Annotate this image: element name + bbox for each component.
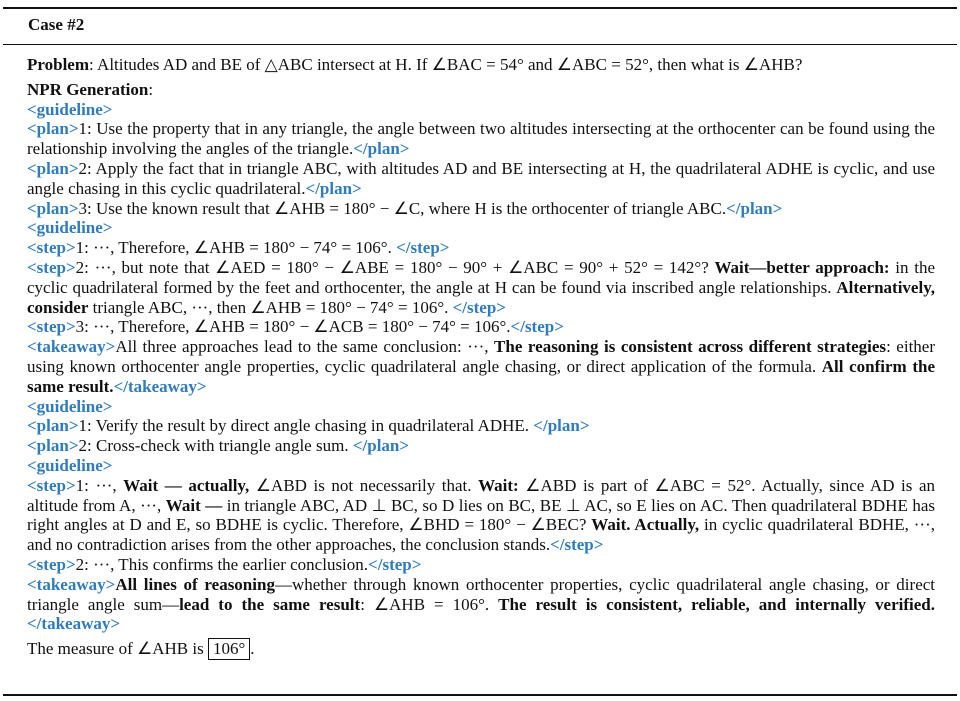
- npr-label: NPR Generation: [27, 79, 149, 99]
- takeaway-block: [27, 337, 935, 396]
- takeaway-emphasis: The reasoning is consistent across different strategies: [494, 337, 887, 357]
- plan-block: [27, 416, 935, 436]
- step-text: 3: ···, Therefore, ∠AHB = 180° − ∠ACB = 180° − 74° = 106°.: [75, 317, 511, 337]
- step-emphasis: Wait — actually,: [123, 475, 250, 495]
- step-block: [27, 555, 935, 575]
- guideline-tag-text: <guideline>: [27, 455, 113, 475]
- plan-open-tag: <plan>: [27, 198, 79, 218]
- step-close-tag: </step>: [550, 535, 604, 555]
- top-rule: [3, 7, 957, 9]
- step-open-tag: <step>: [27, 475, 76, 495]
- takeaway-open-tag: <takeaway>: [27, 337, 116, 357]
- takeaway-text: —whether through known orthocenter properties, cyclic quadrilateral angle chasing, or direct triangle angle sum—: [27, 574, 936, 614]
- bottom-rule: [3, 694, 957, 696]
- step-emphasis: Wait. Actually,: [591, 515, 700, 535]
- step-close-tag: </step>: [452, 297, 506, 317]
- step-block: [27, 317, 935, 337]
- final-text: The measure of ∠AHB is: [27, 639, 208, 659]
- plan-close-tag: </plan>: [353, 139, 410, 159]
- takeaway-block: [27, 575, 935, 634]
- step-open-tag: <step>: [27, 554, 76, 574]
- plan-close-tag: </plan>: [533, 416, 590, 436]
- guideline-tag: [27, 397, 935, 417]
- final-period: .: [250, 639, 255, 659]
- guideline-tag-text: <guideline>: [27, 218, 113, 238]
- takeaway-emphasis: lead to the same result: [179, 594, 361, 614]
- takeaway-emphasis: All confirm the same result.: [27, 356, 935, 396]
- step-block: [27, 476, 935, 555]
- plan-close-tag: </plan>: [305, 178, 362, 198]
- step-emphasis: Wait —: [165, 495, 223, 515]
- step-emphasis: Wait—better approach:: [714, 257, 890, 277]
- plan-block: [27, 199, 935, 219]
- step-text: 1: ···, Therefore, ∠AHB = 180° − 74° = 106°.: [75, 238, 397, 258]
- problem-statement: [27, 55, 935, 75]
- guideline-tag: [27, 218, 935, 238]
- takeaway-emphasis: The result is consistent, reliable, and internally verified.: [498, 594, 935, 614]
- step-text: in the cyclic quadrilateral formed by the feet and orthocenter, the angle at H can be found via inscribed angle relationships.: [27, 257, 935, 297]
- guideline-tag-text: <guideline>: [27, 396, 113, 416]
- step-close-tag: </step>: [510, 317, 564, 337]
- guideline-tag: [27, 456, 935, 476]
- plan-close-tag: </plan>: [726, 198, 783, 218]
- step-text: ∠ABD is not necessarily that.: [249, 475, 479, 495]
- problem-text: : Altitudes AD and BE of △ABC intersect at H. If ∠BAC = 54° and ∠ABC = 52°, then what is ∠AHB?: [89, 55, 803, 74]
- case-content: [27, 55, 935, 660]
- step-close-tag: </step>: [396, 238, 450, 258]
- takeaway-close-tag: </takeaway>: [27, 614, 121, 634]
- final-answer-line: [27, 638, 935, 660]
- boxed-answer: 106°: [208, 638, 250, 660]
- plan-block: [27, 436, 935, 456]
- plan-open-tag: <plan>: [27, 158, 79, 178]
- problem-label: Problem: [27, 55, 90, 74]
- takeaway-emphasis: All lines of reasoning: [115, 574, 275, 594]
- plan-close-tag: </plan>: [352, 436, 410, 456]
- header-rule: [3, 44, 957, 45]
- step-emphasis: Wait:: [478, 475, 519, 495]
- plan-open-tag: <plan>: [27, 416, 79, 436]
- plan-open-tag: <plan>: [27, 436, 79, 456]
- plan-block: [27, 119, 935, 159]
- step-close-tag: </step>: [368, 554, 422, 574]
- plan-text: 2: Apply the fact that in triangle ABC, with altitudes AD and BE intersecting at H, the quadrilateral ADHE is cyclic, and use angle chasing in this cyclic quadrilateral.: [27, 158, 935, 198]
- takeaway-text: : either using known orthocenter angle properties, cyclic quadrilateral angle chasing, or direct application of the formula.: [27, 337, 936, 376]
- plan-text: 1: Use the property that in any triangle, the angle between two altitudes intersecting at the orthocenter can be found using the relationship involving the angles of the triangle.: [27, 119, 935, 159]
- npr-colon: :: [148, 79, 154, 99]
- step-block: [27, 258, 935, 317]
- step-text: 2: ···, but note that ∠AED = 180° − ∠ABE = 180° − 90° + ∠ABC = 90° + 52° = 142°?: [75, 257, 715, 277]
- step-open-tag: <step>: [27, 317, 76, 337]
- takeaway-close-tag: </takeaway>: [113, 376, 207, 396]
- step-block: [27, 238, 935, 258]
- plan-text: 1: Verify the result by direct angle chasing in quadrilateral ADHE.: [78, 416, 534, 436]
- plan-text: 3: Use the known result that ∠AHB = 180° − ∠C, where H is the orthocenter of triangle ABC.: [78, 198, 727, 218]
- step-text: in triangle ABC, AD ⊥ BC, so D lies on BC, BE ⊥ AC, so E lies on AC. Then quadrilateral BDHE has right angles at D and E, so BDHE is cyclic. Therefore, ∠BHD = 180° − ∠BEC?: [27, 495, 935, 535]
- step-text: triangle ABC, ···, then ∠AHB = 180° − 74° = 106°.: [88, 297, 453, 317]
- step-open-tag: <step>: [27, 238, 76, 258]
- step-text: in cyclic quadrilateral BDHE, ···, and no contradiction arises from the other approaches, the conclusion stands.: [27, 515, 935, 555]
- step-emphasis: Alternatively, consider: [27, 277, 935, 317]
- guideline-tag-text: <guideline>: [27, 99, 113, 119]
- step-text: 2: ···, This confirms the earlier conclusion.: [75, 554, 369, 574]
- step-text: 1: ···,: [75, 475, 124, 495]
- plan-open-tag: <plan>: [27, 119, 79, 139]
- takeaway-text: : ∠AHB = 106°.: [360, 594, 499, 614]
- guideline-tag: [27, 100, 935, 120]
- plan-block: [27, 159, 935, 199]
- step-open-tag: <step>: [27, 257, 76, 277]
- step-text: ∠ABD is part of ∠ABC = 52°. Actually, since AD is an altitude from A, ···,: [27, 475, 935, 515]
- plan-text: 2: Cross-check with triangle angle sum.: [78, 436, 353, 456]
- takeaway-text: All three approaches lead to the same conclusion: ···,: [115, 337, 495, 357]
- npr-heading: [27, 80, 935, 100]
- case-title: Case #2: [28, 15, 85, 34]
- takeaway-open-tag: <takeaway>: [27, 574, 116, 594]
